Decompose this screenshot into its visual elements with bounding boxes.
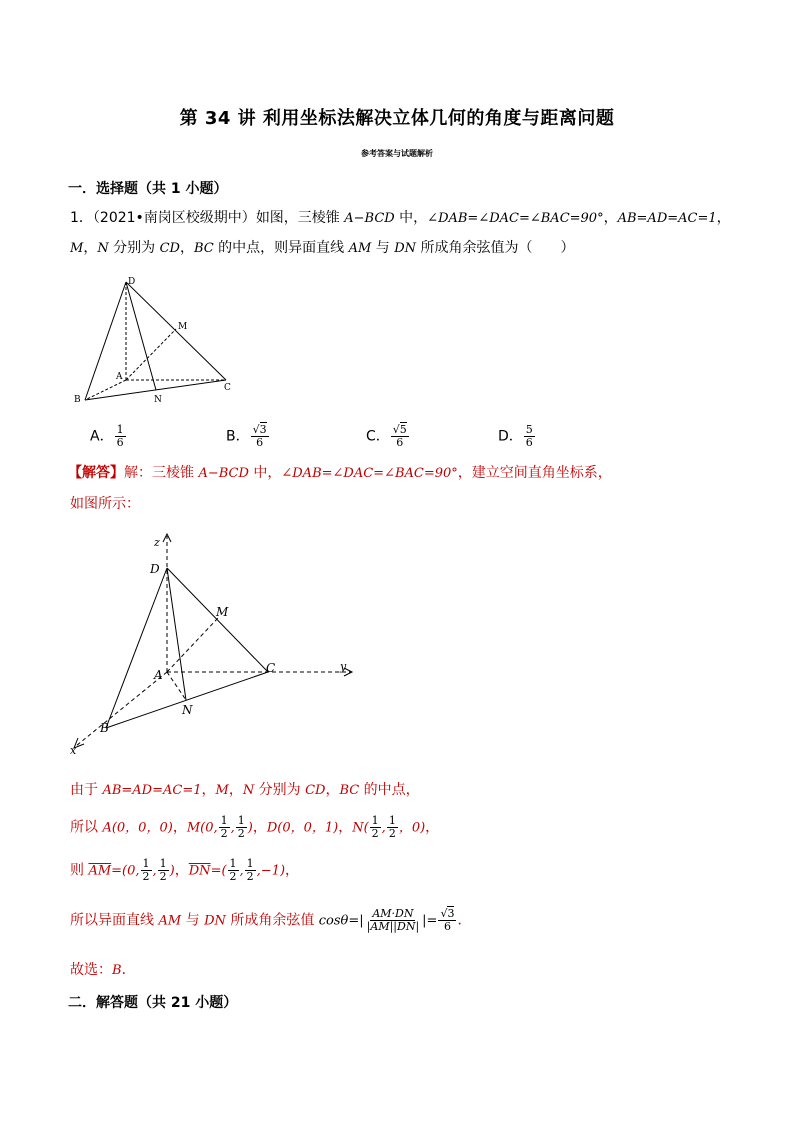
math-expr: , <box>152 863 157 879</box>
edge-db <box>85 282 126 400</box>
fraction-numerator: 1 <box>142 857 150 870</box>
label-b: B <box>100 721 109 735</box>
tetrahedron-figure <box>70 272 240 412</box>
question-text: ， <box>603 210 618 226</box>
math-expr: M <box>70 241 84 256</box>
solution-text: 故选： <box>70 962 112 978</box>
fraction-numerator: 1 <box>388 814 396 827</box>
math-expr: , <box>239 863 244 879</box>
fraction-denominator: 6 <box>443 920 451 933</box>
fraction-denominator: 6 <box>525 436 533 449</box>
question-text: ， <box>83 240 98 256</box>
solution-line-2 <box>70 815 439 840</box>
math-expr: N <box>242 783 255 798</box>
fraction-denominator: 2 <box>220 827 228 840</box>
math-expr: A−BCD <box>344 211 395 226</box>
answer-text: 中， <box>248 465 282 481</box>
math-expr: DN <box>204 913 226 929</box>
coordinate-figure <box>66 528 366 758</box>
question-line-1 <box>70 208 731 229</box>
math-expr: ) <box>169 863 175 879</box>
question-text: ， <box>179 240 194 256</box>
edge-bc <box>106 672 268 728</box>
question-text: 与 <box>371 240 395 256</box>
label-n: N <box>182 703 193 717</box>
label-z: z <box>154 536 160 549</box>
answer-text: ，建立空间直角坐标系， <box>457 465 612 481</box>
fraction-half <box>219 815 230 840</box>
fraction-numerator: 1 <box>246 857 254 870</box>
solution-text: 由于 <box>70 782 103 798</box>
fraction-numerator: √3 <box>440 907 455 920</box>
fraction-numerator: 5 <box>525 423 533 436</box>
math-expr: =(0, <box>111 863 140 879</box>
fraction-half <box>370 815 381 840</box>
label-d: D <box>128 277 136 287</box>
solution-text: ． <box>121 962 136 978</box>
math-expr: AM <box>158 913 182 929</box>
math-expr: BC <box>193 241 214 256</box>
math-expr: , <box>230 820 235 836</box>
question-text: 所成角余弦值为（ ） <box>416 240 575 256</box>
cosine-fraction <box>365 908 421 933</box>
option-a <box>90 424 127 449</box>
edge-dn <box>167 568 186 700</box>
option-letter: B． <box>226 428 250 445</box>
x-axis <box>76 672 167 746</box>
fraction-numerator: 1 <box>229 857 237 870</box>
math-expr: M <box>215 783 229 798</box>
label-x: x <box>70 744 77 757</box>
label-m: M <box>216 605 229 619</box>
option-d <box>498 424 536 449</box>
solution-text: ， <box>285 862 300 879</box>
solution-text: 与 <box>181 912 205 929</box>
solution-text: ， <box>201 782 216 798</box>
math-expr: ,−1) <box>256 863 286 879</box>
label-d: D <box>150 562 160 576</box>
math-expr: D(0，0，1) <box>266 820 339 836</box>
fraction <box>115 424 126 449</box>
fraction-denominator: 2 <box>229 870 237 883</box>
option-letter: D． <box>498 428 523 445</box>
solution-text: ． <box>457 912 472 929</box>
math-expr: CD <box>159 241 180 256</box>
math-expr: B <box>112 963 122 978</box>
fraction-numerator: 1 <box>116 423 124 436</box>
math-expr: A(0，0，0) <box>102 820 173 836</box>
edge-am <box>167 618 218 672</box>
fraction-denominator: 6 <box>396 436 404 449</box>
math-expr: ) <box>247 820 253 836</box>
vector-am: $\overline{AM}$ <box>88 863 112 879</box>
sqrt-radicand: 5 <box>399 423 407 436</box>
math-expr: M(0, <box>186 820 218 836</box>
sqrt-sign: √ <box>392 423 400 436</box>
sqrt-radicand: 3 <box>259 423 267 436</box>
result-fraction <box>438 908 456 933</box>
math-expr: |= <box>422 913 438 929</box>
question-line-2 <box>70 238 575 259</box>
fraction-denominator: 2 <box>237 827 245 840</box>
fraction-denominator: 2 <box>246 870 254 883</box>
label-a: A <box>154 668 163 682</box>
page-subtitle: 参考答案与试题解析 <box>361 149 433 158</box>
question-number: 1． <box>70 210 93 226</box>
sqrt-sign: √ <box>252 423 260 436</box>
fraction-half <box>387 815 398 840</box>
solution-text: ， <box>228 782 243 798</box>
label-n: N <box>154 395 162 405</box>
solution-text: ， <box>252 819 267 836</box>
math-expr: N <box>97 241 109 256</box>
solution-text: 的中点， <box>359 782 420 798</box>
edge-db <box>106 568 167 728</box>
solution-text: ， <box>174 862 189 879</box>
solution-line-1 <box>70 780 420 801</box>
math-expr: cosθ=| <box>318 913 364 929</box>
solution-text: ， <box>325 782 340 798</box>
math-expr: DN <box>394 241 417 256</box>
math-expr: N( <box>352 820 369 836</box>
fraction-denominator: 2 <box>142 870 150 883</box>
fraction-numerator: 1 <box>237 814 245 827</box>
edge-dn <box>126 282 156 390</box>
fraction-numerator: 1 <box>371 814 379 827</box>
solution-line-5 <box>70 960 136 981</box>
label-c: C <box>266 661 276 675</box>
math-expr: ∠DAB=∠DAC=∠BAC=90° <box>427 211 604 226</box>
solution-text: ， <box>425 819 440 836</box>
label-m: M <box>178 322 188 332</box>
question-source: （2021•南岗区校级期中） <box>92 210 256 226</box>
fraction <box>251 424 269 449</box>
math-expr: A−BCD <box>198 466 249 481</box>
math-expr: , <box>381 820 386 836</box>
answer-line-2: 如图所示： <box>70 496 140 512</box>
fraction-half <box>158 858 169 883</box>
fraction <box>391 424 409 449</box>
section-heading-choice: 一．选择题（共 1 小题） <box>68 181 228 197</box>
math-expr: ，0) <box>398 820 426 836</box>
option-b <box>226 424 270 449</box>
fraction <box>524 424 535 449</box>
sqrt-radicand: 3 <box>447 907 455 920</box>
question-text: 分别为 <box>108 240 160 256</box>
label-b: B <box>74 395 81 405</box>
answer-text: 解：三棱锥 <box>124 465 199 481</box>
fraction-numerator: AM·DN <box>372 907 414 920</box>
vector-dn: $\overline{DN}$ <box>188 863 211 879</box>
math-expr: AB=AD=AC=1 <box>617 211 717 226</box>
math-expr: =( <box>210 863 227 879</box>
solution-line-3 <box>70 858 299 883</box>
question-text: 中， <box>394 210 428 226</box>
solution-text: ， <box>172 819 187 836</box>
fraction-denominator: 2 <box>371 827 379 840</box>
fraction-denominator: 2 <box>159 870 167 883</box>
fraction-half <box>245 858 256 883</box>
label-a: A <box>116 372 123 382</box>
question-text: 的中点，则异面直线 <box>213 240 349 256</box>
solution-text: 则 <box>70 862 89 879</box>
answer-line-1 <box>68 463 612 484</box>
fraction-half <box>236 815 247 840</box>
option-letter: C． <box>366 428 390 445</box>
math-expr: CD <box>305 783 326 798</box>
solution-text: 所以 <box>70 819 103 836</box>
label-c: C <box>224 383 231 393</box>
section-heading-answer: 二．解答题（共 21 小题） <box>68 995 238 1011</box>
fraction-half <box>228 858 239 883</box>
solution-text: ， <box>338 819 353 836</box>
fraction-denominator: |AM||DN| <box>366 920 420 933</box>
answer-tag: 【解答】 <box>68 465 124 481</box>
math-expr: AM <box>348 241 372 256</box>
fraction-denominator: 6 <box>256 436 264 449</box>
question-text: 如图，三棱锥 <box>255 210 345 226</box>
fraction-half <box>141 858 152 883</box>
solution-text: 分别为 <box>254 782 306 798</box>
fraction-numerator: 1 <box>220 814 228 827</box>
solution-line-4 <box>70 908 471 933</box>
option-letter: A． <box>90 428 114 445</box>
math-expr: BC <box>339 783 360 798</box>
question-text: ， <box>716 210 731 226</box>
option-c <box>366 424 410 449</box>
fraction-denominator: 2 <box>388 827 396 840</box>
math-expr: AB=AD=AC=1 <box>102 783 202 798</box>
math-expr: ∠DAB=∠DAC=∠BAC=90° <box>281 466 458 481</box>
solution-text: 所成角余弦值 <box>225 912 319 929</box>
solution-text: 所以异面直线 <box>70 912 159 929</box>
fraction-numerator: 1 <box>159 857 167 870</box>
edge-an <box>167 672 186 700</box>
label-y: y <box>340 660 347 673</box>
fraction-denominator: 6 <box>116 436 124 449</box>
page-title: 第 34 讲 利用坐标法解决立体几何的角度与距离问题 <box>179 108 615 129</box>
